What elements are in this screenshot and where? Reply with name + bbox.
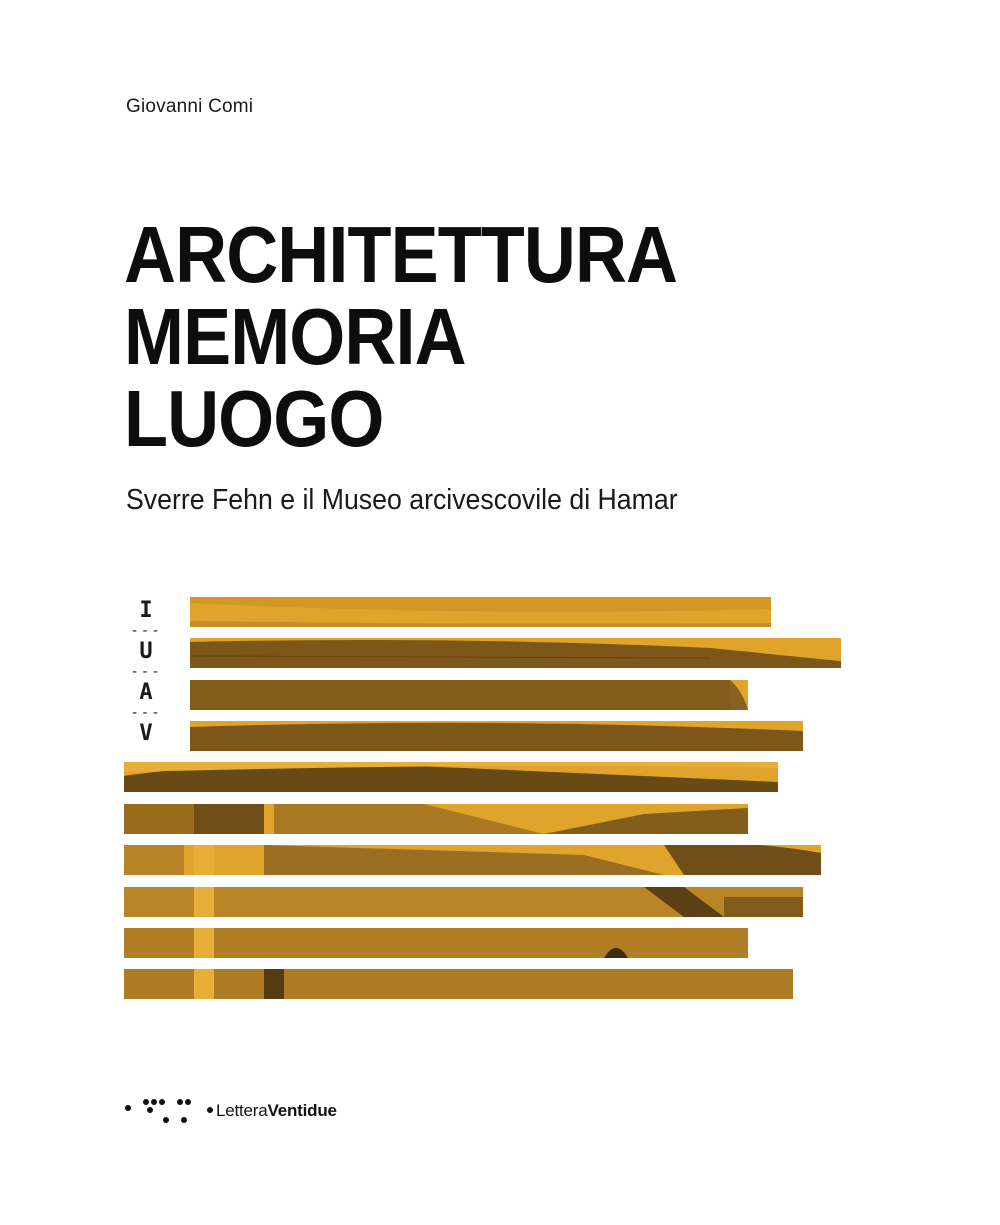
book-subtitle: Sverre Fehn e il Museo arcivescovile di Hamar [126, 484, 678, 516]
iuav-separator: --- [130, 705, 162, 721]
iuav-letter-a: A [139, 680, 153, 705]
photo-stripe-3 [190, 680, 748, 710]
photo-stripe-4 [190, 721, 803, 751]
photo-stripe-6 [124, 804, 748, 834]
iuav-separator: --- [130, 664, 162, 680]
photo-stripe-8 [124, 887, 803, 917]
author-name: Giovanni Comi [126, 96, 254, 117]
book-title [124, 210, 678, 463]
photo-stripe-9 [124, 928, 748, 958]
photo-stripe-1 [190, 597, 771, 627]
publisher-name-bold: Ventidue [267, 1101, 337, 1120]
iuav-letter-i: I [139, 598, 153, 623]
iuav-logo [124, 598, 168, 747]
photo-stripe-7 [124, 845, 821, 875]
publisher-name-light: Lettera [216, 1101, 268, 1120]
photo-stripe-2 [190, 638, 841, 668]
photo-stripe-5 [124, 762, 778, 792]
iuav-letter-u: U [139, 639, 153, 664]
dots-logo-icon [124, 1094, 216, 1128]
iuav-separator: --- [130, 623, 162, 639]
title-line-2: MEMORIA [124, 292, 466, 381]
publisher-name [216, 1101, 337, 1121]
title-line-1: ARCHITETTURA [124, 210, 678, 299]
iuav-letter-v: V [139, 721, 153, 746]
photo-stripe-10 [124, 969, 793, 999]
title-line-3: LUOGO [124, 374, 384, 463]
publisher-logo [124, 1094, 337, 1128]
